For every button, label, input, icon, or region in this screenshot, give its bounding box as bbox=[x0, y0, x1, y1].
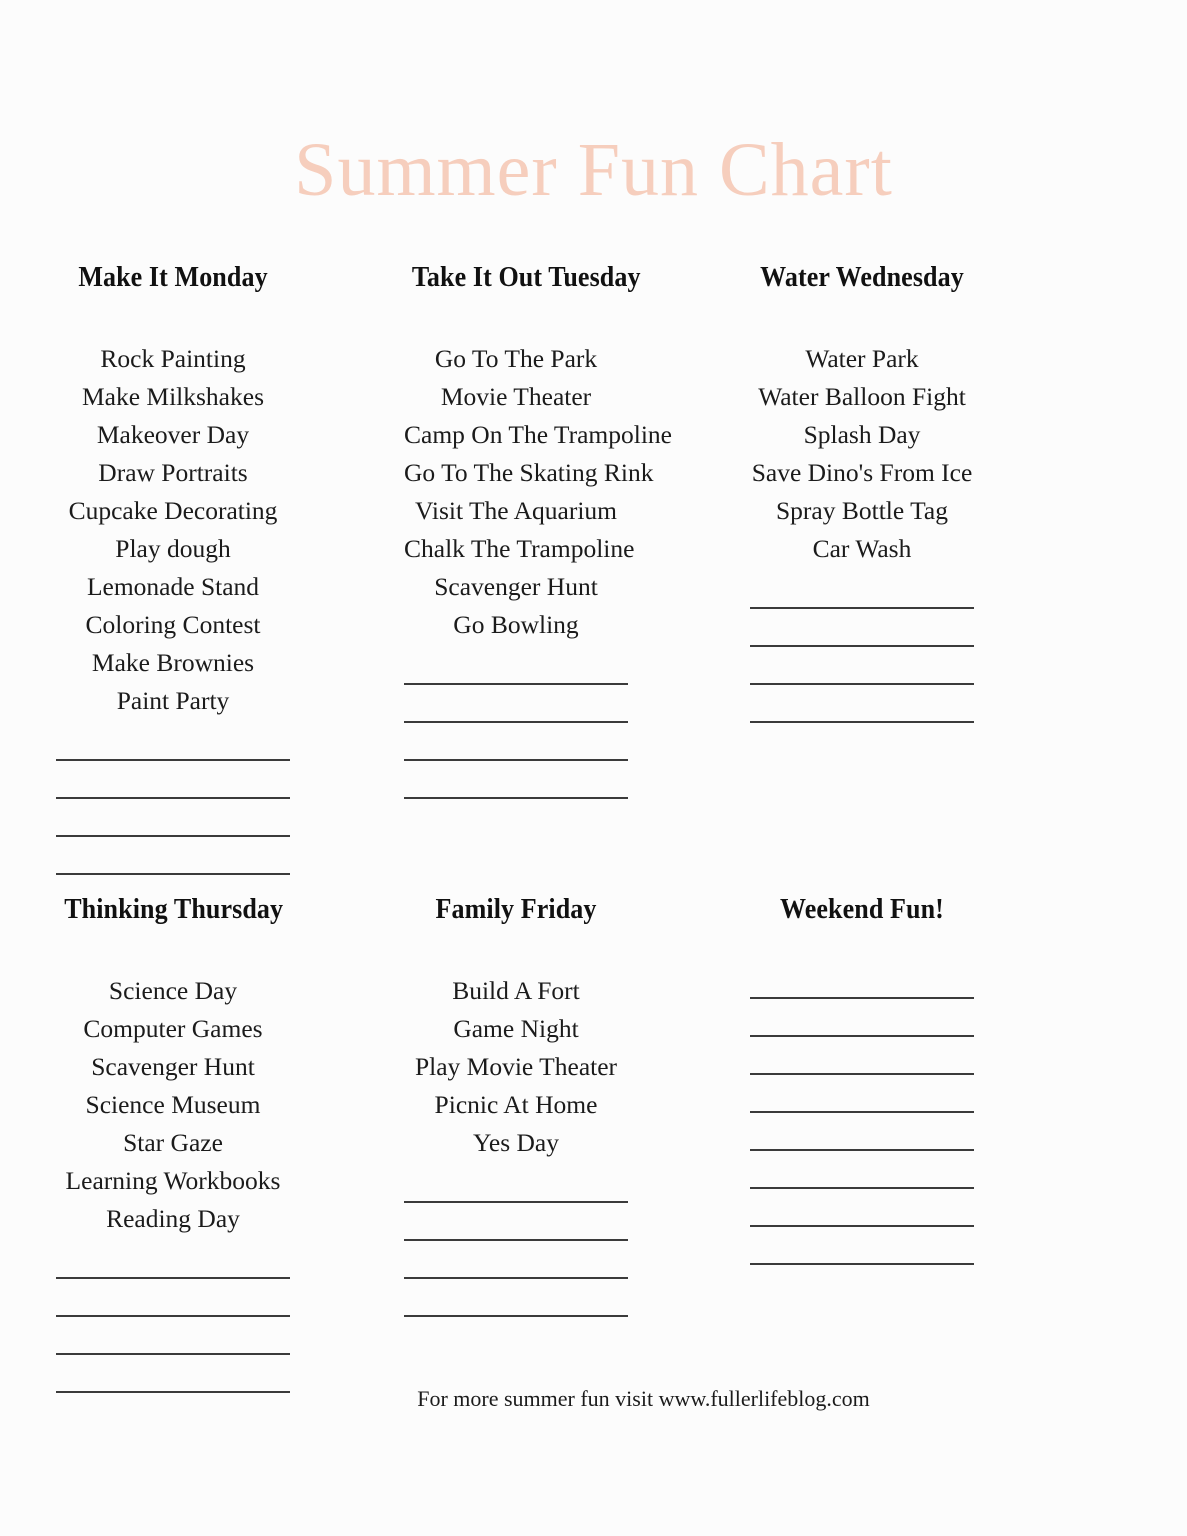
activity-item: Draw Portraits bbox=[98, 458, 248, 487]
activity-item: Water Balloon Fight bbox=[758, 382, 966, 411]
blank-write-in-line[interactable] bbox=[750, 1048, 974, 1086]
blank-lines-thinking-thursday bbox=[56, 1252, 290, 1404]
activity-item: Rock Painting bbox=[100, 344, 246, 373]
activity-item: Water Park bbox=[805, 344, 919, 373]
blank-lines-water-wednesday bbox=[750, 582, 974, 734]
blank-write-in-line[interactable] bbox=[750, 1124, 974, 1162]
blank-lines-make-it-monday bbox=[56, 734, 290, 886]
blank-write-in-line[interactable] bbox=[56, 772, 290, 810]
blank-write-in-line[interactable] bbox=[404, 1214, 628, 1252]
column-water-wednesday bbox=[688, 262, 1032, 886]
blank-lines-family-friday bbox=[404, 1176, 628, 1328]
activity-item: Star Gaze bbox=[123, 1128, 223, 1157]
activity-item: Play Movie Theater bbox=[414, 1052, 618, 1081]
blank-write-in-line[interactable] bbox=[750, 1200, 974, 1238]
activity-item: Go Bowling bbox=[453, 610, 579, 639]
activity-item: Camp On The Trampoline bbox=[404, 420, 672, 449]
activity-item: Movie Theater bbox=[440, 382, 592, 411]
column-heading-make-it-monday: Make It Monday bbox=[78, 262, 268, 293]
blank-write-in-line[interactable] bbox=[56, 848, 290, 886]
activity-item: Play dough bbox=[115, 534, 231, 563]
activity-item: Game Night bbox=[453, 1014, 579, 1043]
activity-item: Cupcake Decorating bbox=[68, 496, 278, 525]
blank-write-in-line[interactable] bbox=[750, 620, 974, 658]
activity-item: Splash Day bbox=[803, 420, 921, 449]
activity-item: Makeover Day bbox=[96, 420, 250, 449]
blank-write-in-line[interactable] bbox=[750, 972, 974, 1010]
column-thinking-thursday bbox=[0, 894, 344, 1404]
activity-item: Lemonade Stand bbox=[86, 572, 260, 601]
activity-item: Yes Day bbox=[473, 1128, 559, 1157]
column-take-it-out-tuesday bbox=[344, 262, 688, 886]
activity-item: Save Dino's From Ice bbox=[751, 458, 973, 487]
column-heading-water-wednesday: Water Wednesday bbox=[760, 262, 964, 293]
column-make-it-monday bbox=[0, 262, 344, 886]
blank-lines-take-it-out-tuesday bbox=[404, 658, 628, 810]
blank-write-in-line[interactable] bbox=[56, 734, 290, 772]
activity-list-take-it-out-tuesday bbox=[404, 340, 672, 644]
blank-write-in-line[interactable] bbox=[750, 696, 974, 734]
blank-write-in-line[interactable] bbox=[750, 1162, 974, 1200]
activity-item: Build A Fort bbox=[452, 976, 580, 1005]
blank-write-in-line[interactable] bbox=[56, 810, 290, 848]
blank-write-in-line[interactable] bbox=[750, 1086, 974, 1124]
blank-write-in-line[interactable] bbox=[404, 734, 628, 772]
activity-item: Science Day bbox=[108, 976, 238, 1005]
activity-item: Scavenger Hunt bbox=[434, 572, 598, 601]
columns-row-top bbox=[0, 262, 1187, 886]
day-columns-grid bbox=[0, 262, 1187, 1404]
activity-item: Reading Day bbox=[106, 1204, 240, 1233]
column-heading-thinking-thursday: Thinking Thursday bbox=[64, 894, 284, 925]
blank-write-in-line[interactable] bbox=[750, 1010, 974, 1048]
blank-write-in-line[interactable] bbox=[750, 658, 974, 696]
blank-write-in-line[interactable] bbox=[750, 1238, 974, 1276]
activity-list-make-it-monday bbox=[56, 340, 290, 720]
activity-item: Picnic At Home bbox=[434, 1090, 598, 1119]
activity-item: Spray Bottle Tag bbox=[776, 496, 948, 525]
activity-item: Computer Games bbox=[83, 1014, 263, 1043]
footer-note: For more summer fun visit www.fullerlifeblog.com bbox=[417, 1386, 870, 1411]
activity-item: Visit The Aquarium bbox=[415, 496, 617, 525]
page-title: Summer Fun Chart bbox=[294, 128, 893, 212]
activity-item: Make Brownies bbox=[91, 648, 255, 677]
activity-item: Car Wash bbox=[812, 534, 912, 563]
activity-item: Coloring Contest bbox=[85, 610, 261, 639]
columns-row-bottom bbox=[0, 894, 1187, 1404]
blank-write-in-line[interactable] bbox=[56, 1328, 290, 1366]
column-heading-weekend-fun: Weekend Fun! bbox=[780, 894, 944, 925]
blank-write-in-line[interactable] bbox=[404, 658, 628, 696]
activity-list-water-wednesday bbox=[750, 340, 974, 568]
column-family-friday bbox=[344, 894, 688, 1404]
activity-item: Go To The Park bbox=[434, 344, 598, 373]
activity-item: Science Museum bbox=[85, 1090, 261, 1119]
blank-write-in-line[interactable] bbox=[56, 1252, 290, 1290]
activity-list-thinking-thursday bbox=[56, 972, 290, 1238]
activity-item: Learning Workbooks bbox=[65, 1166, 281, 1195]
blank-write-in-line[interactable] bbox=[404, 772, 628, 810]
activity-list-family-friday bbox=[404, 972, 628, 1162]
activity-item: Chalk The Trampoline bbox=[404, 534, 635, 563]
blank-write-in-line[interactable] bbox=[750, 582, 974, 620]
blank-lines-weekend-fun bbox=[750, 972, 974, 1276]
blank-write-in-line[interactable] bbox=[56, 1290, 290, 1328]
activity-item: Scavenger Hunt bbox=[91, 1052, 255, 1081]
blank-write-in-line[interactable] bbox=[404, 696, 628, 734]
activity-item: Paint Party bbox=[116, 686, 230, 715]
column-heading-take-it-out-tuesday: Take It Out Tuesday bbox=[411, 262, 641, 293]
blank-write-in-line[interactable] bbox=[404, 1176, 628, 1214]
column-heading-family-friday: Family Friday bbox=[435, 894, 597, 925]
activity-item: Go To The Skating Rink bbox=[404, 458, 654, 487]
blank-write-in-line[interactable] bbox=[404, 1290, 628, 1328]
activity-item: Make Milkshakes bbox=[81, 382, 264, 411]
blank-write-in-line[interactable] bbox=[404, 1252, 628, 1290]
column-weekend-fun bbox=[688, 894, 1032, 1404]
